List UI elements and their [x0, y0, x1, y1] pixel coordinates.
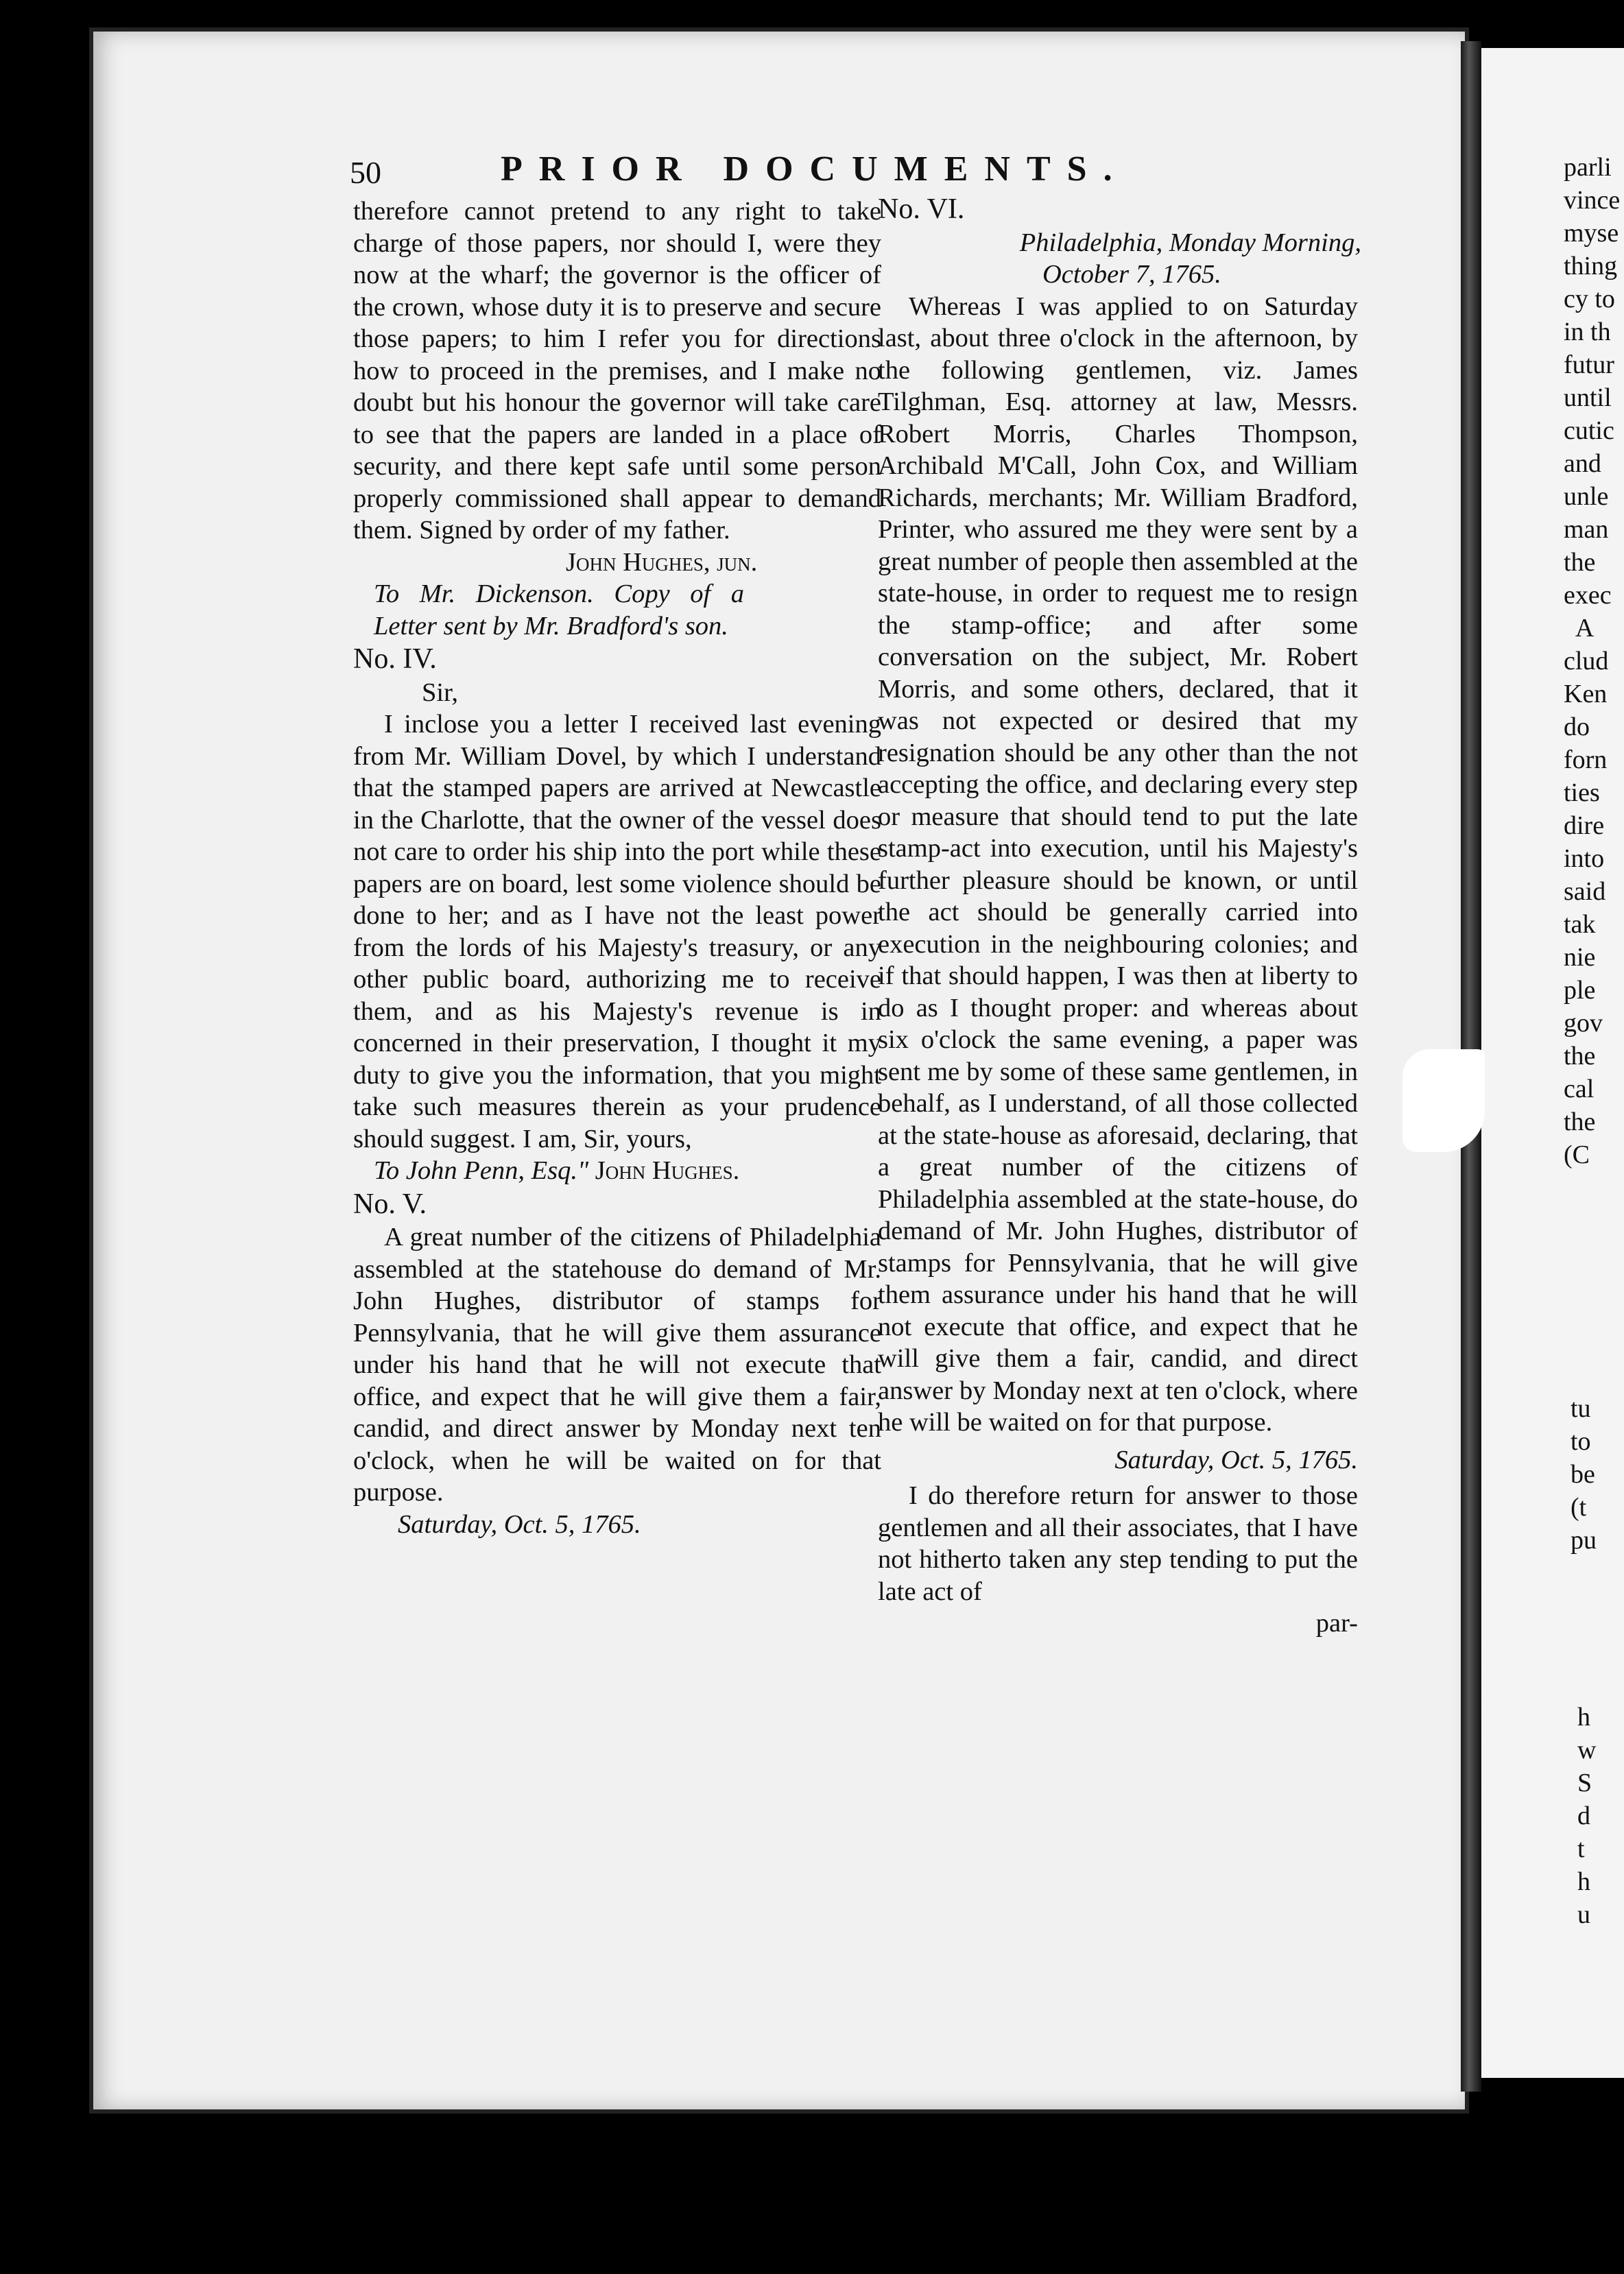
- closing-signature: John Hughes.: [595, 1156, 740, 1185]
- opening-paragraph: therefore cannot pretend to any right to take charge of those papers, nor should I, were they now at the wharf; the governor is the officer of the crown, whose duty it is to preserve and secure those papers; to him I refer you for directions how to proceed in the premises, and I make no doubt but his honour the governor will take care to see that the papers are landed in a place of security, and there kept safe until some person properly commissioned shall appear to demand them. Signed by order of my father.: [353, 197, 881, 544]
- heading-no-v: No. V.: [353, 1188, 427, 1220]
- letter-no-iv: I inclose you a letter I received last evening from Mr. William Dovel, by which I understand that the stamped papers are arrived at Newcastle in the Charlotte, that the owner of the vessel does not care to order his ship into the port while these papers are on board, lest some violence should be done to her; and as I have not the least power from the lords of his Majesty's treasury, or any other public board, authorizing me to receive them, and as his Majesty's revenue is in concerned in their preservation, I thought it my duty to give you the information, that you might take such measures therein as your prudence should suggest. I am, Sir, yours,: [353, 710, 881, 1153]
- paper-damage-spot: [1402, 1049, 1485, 1152]
- declaration-no-vi: Whereas I was applied to on Saturday last, about three o'clock in the afternoon, by the following gentlemen, viz. James Tilghman, Esq. attorney at law, Messrs. Robert Morris, Charles Thompson, Archibald M'Call, John Cox, and William Richards, merchants; Mr. William Bradford, Printer, who assured me they were sent by a great number of people then assembled at the state-house, in order to request me to resign the stamp-office; and after some conversation on the subject, Mr. Robert Morris, and some others, declared, that it was not expected or desired that my resignation should be any other than the not accepting the office, and declaring every step or measure that should tend to put the late stamp-act into execution, until his Majesty's further pleasure should be known, or until the act should be generally carried into execution in the neighbouring colonies; and if that should happen, I was then at liberty to do as I thought proper: and whereas about six o'clock the same evening, a paper was sent me by some of these same gentlemen, in behalf, as I understand, of all those collected at the state-house as aforesaid, declaring, that a great number of the citizens of Philadelphia assembled at the state-house, do demand of Mr. John Hughes, distributor of stamps for Pennsylvania, that he will give them assurance under his hand that he will not execute that office, and expect that he will give them a fair, candid, and direct answer by Monday next at ten o'clock, where he will be waited on for that purpose.: [878, 291, 1358, 1437]
- heading-no-iv: No. IV.: [353, 643, 437, 675]
- facing-page: [1481, 48, 1624, 2078]
- facing-page-text-2: tu to be (t pu: [1571, 1394, 1597, 1555]
- date-no-v: Saturday, Oct. 5, 1765.: [398, 1509, 641, 1539]
- dateline-place: Philadelphia, Monday Morning,: [1019, 228, 1361, 257]
- right-column: [878, 192, 1399, 1640]
- left-column: [353, 195, 881, 1540]
- notice-no-v: A great number of the citizens of Philadelphia assembled at the statehouse do demand of Mr. John Hughes, distributor of stamps for Pennsylvania, that he will give them assurance under his hand that he will not execute that office, and expect that he will give them a fair, candid, and direct answer by Monday next ten o'clock, when he will be waited on for that purpose.: [353, 1223, 881, 1507]
- date-no-vi: Saturday, Oct. 5, 1765.: [1114, 1445, 1358, 1474]
- page-header: [350, 149, 1241, 195]
- running-title: PRIOR DOCUMENTS.: [501, 149, 1129, 189]
- signature-john-hughes-jun: John Hughes, jun.: [566, 547, 758, 577]
- salutation: Sir,: [422, 678, 459, 707]
- dateline-date: October 7, 1765.: [1042, 260, 1221, 289]
- closing-addressee: To John Penn, Esq.": [374, 1156, 589, 1185]
- answer-no-vi: I do therefore return for answer to those gentlemen and all their associates, that I have not hitherto taken any step tending to put the late act of: [878, 1481, 1358, 1606]
- address-note: To Mr. Dickenson. Copy of a Letter sent by Mr. Bradford's son.: [374, 579, 744, 641]
- heading-no-vi: No. VI.: [878, 193, 965, 225]
- catchword: par-: [1315, 1609, 1358, 1638]
- facing-page-text-3: h w S d t h u: [1577, 1703, 1597, 1929]
- page-number: 50: [350, 155, 381, 190]
- facing-page-text-1: parli vince myse thing cy to in th futur until cutic and unle man the exec A clud Ken do forn ties dire into said tak nie ple gov the cal the (C: [1564, 153, 1621, 1169]
